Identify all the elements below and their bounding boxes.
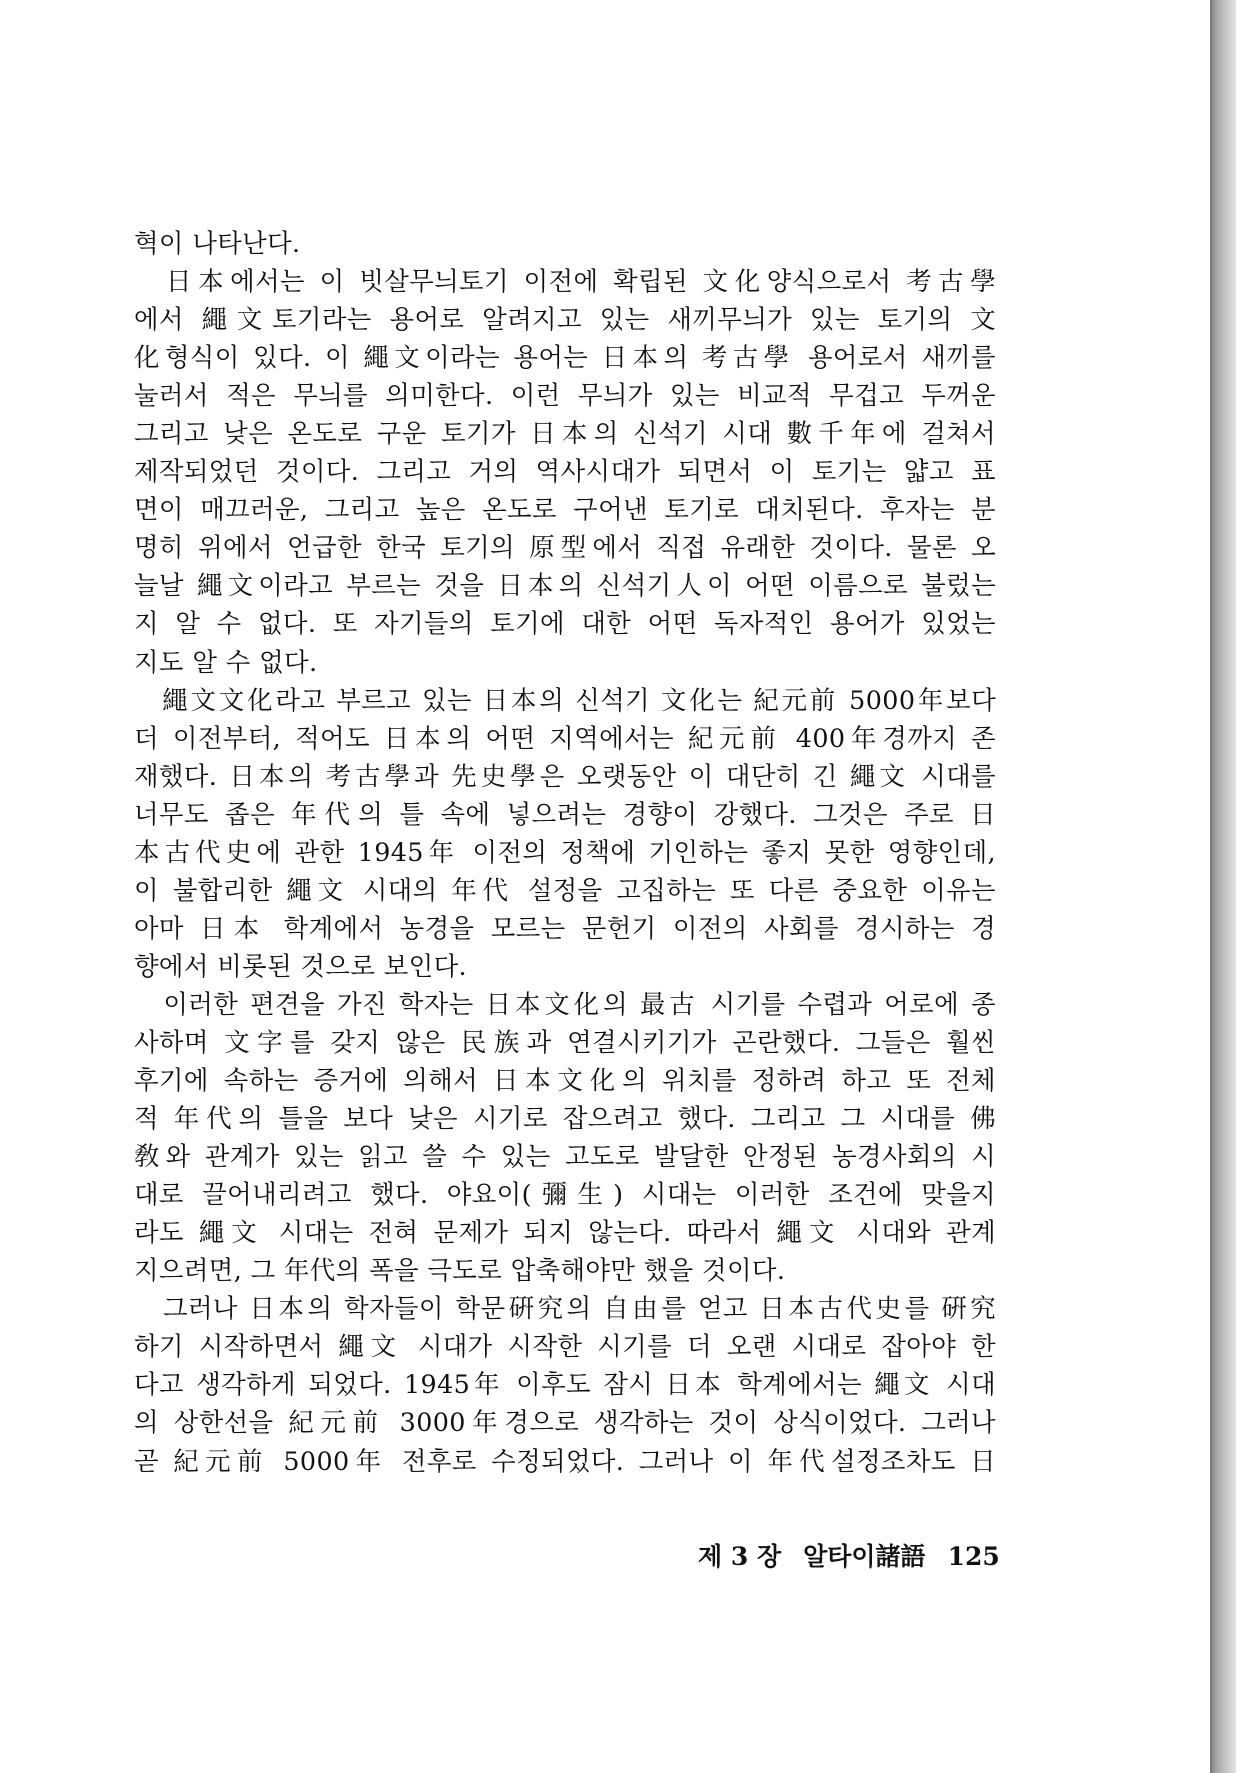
text-line: 아마 日本 학계에서 농경을 모르는 문헌기 이전의 사회를 경시하는 경 [134,912,996,943]
text-line: 명히 위에서 언급한 한국 토기의 原型에서 직접 유래한 것이다. 물론 오 [134,532,996,563]
text-line: 후기에 속하는 증거에 의해서 日本文化의 위치를 정하려 하고 또 전체 [134,1065,996,1096]
text-line: 혁이 나타난다. [134,228,301,258]
text-line: 향에서 비롯된 것으로 보인다. [134,950,468,981]
text-line: 다고 생각하게 되었다. 1945年 이후도 잠시 日本 학계에서는 繩文 시대 [134,1369,996,1400]
text-line: 너무도 좁은 年代의 틀 속에 넣으려는 경향이 강했다. 그것은 주로 日 [134,798,996,829]
text-line: 의 상한선을 紀元前 3000年경으로 생각하는 것이 상식이었다. 그러나 [134,1407,996,1438]
text-line: 에서 繩文토기라는 용어로 알려지고 있는 새끼무늬가 있는 토기의 文 [134,304,996,335]
chapter-label: 제 3 장 [698,1542,782,1571]
text-line: 면이 매끄러운, 그리고 높은 온도로 구어낸 토기로 대치된다. 후자는 분 [134,494,996,525]
text-line: 눌러서 적은 무늬를 의미한다. 이런 무늬가 있는 비교적 무겁고 두꺼운 [134,380,996,411]
text-line: 敎와 관계가 있는 읽고 쓸 수 있는 고도로 발달한 안정된 농경사회의 시 [134,1141,996,1172]
text-line: 化형식이 있다. 이 繩文이라는 용어는 日本의 考古學 용어로서 새끼를 [134,342,996,373]
running-footer [698,1537,1000,1573]
page-number: 125 [947,1542,1000,1571]
text-line: 제작되었던 것이다. 그리고 거의 역사시대가 되면서 이 토기는 얇고 표 [134,456,996,487]
text-line: 그리고 낮은 온도로 구운 토기가 日本의 신석기 시대 數千年에 걸쳐서 [134,418,996,449]
text-line: 대로 끌어내리려고 했다. 야요이(彌生) 시대는 이러한 조건에 맞을지 [134,1179,996,1210]
text-line: 日本에서는 이 빗살무늬토기 이전에 확립된 文化양식으로서 考古學 [134,266,996,297]
text-line: 늘날 繩文이라고 부르는 것을 日本의 신석기人이 어떤 이름으로 불렀는 [134,570,996,601]
text-line: 지도 알 수 없다. [134,646,318,677]
text-line: 더 이전부터, 적어도 日本의 어떤 지역에서는 紀元前 400年경까지 존 [134,722,996,753]
text-line: 繩文文化라고 부르고 있는 日本의 신석기 文化는 紀元前 5000年보다 [134,684,996,715]
text-line: 本古代史에 관한 1945年 이전의 정책에 기인하는 좋지 못한 영향인데, [134,836,996,867]
text-line: 지 알 수 없다. 또 자기들의 토기에 대한 어떤 독자적인 용어가 있었는 [134,608,996,639]
text-line: 하기 시작하면서 繩文 시대가 시작한 시기를 더 오랜 시대로 잡아야 한 [134,1331,996,1362]
text-line: 곧 紀元前 5000年 전후로 수정되었다. 그러나 이 年代설정조차도 日 [134,1445,996,1476]
body-text [134,224,996,1480]
text-line: 적 年代의 틀을 보다 낮은 시기로 잡으려고 했다. 그리고 그 시대를 佛 [134,1103,996,1134]
text-line: 그러나 日本의 학자들이 학문硏究의 自由를 얻고 日本古代史를 硏究 [134,1293,996,1324]
text-line: 재했다. 日本의 考古學과 先史學은 오랫동안 이 대단히 긴 繩文 시대를 [134,760,996,791]
text-line: 사하며 文字를 갖지 않은 民族과 연결시키기가 곤란했다. 그들은 훨씬 [134,1026,996,1057]
text-line: 라도 繩文 시대는 전혀 문제가 되지 않는다. 따라서 繩文 시대와 관계 [134,1217,996,1248]
page-edge-shadow [1212,0,1236,1773]
text-line: 이러한 편견을 가진 학자는 日本文化의 最古 시기를 수렵과 어로에 종 [134,988,996,1019]
text-line: 지으려면, 그 年代의 폭을 극도로 압축해야만 했을 것이다. [134,1255,786,1286]
text-line: 이 불합리한 繩文 시대의 年代 설정을 고집하는 또 다른 중요한 이유는 [134,874,996,905]
chapter-title: 알타이諸語 [803,1542,926,1571]
